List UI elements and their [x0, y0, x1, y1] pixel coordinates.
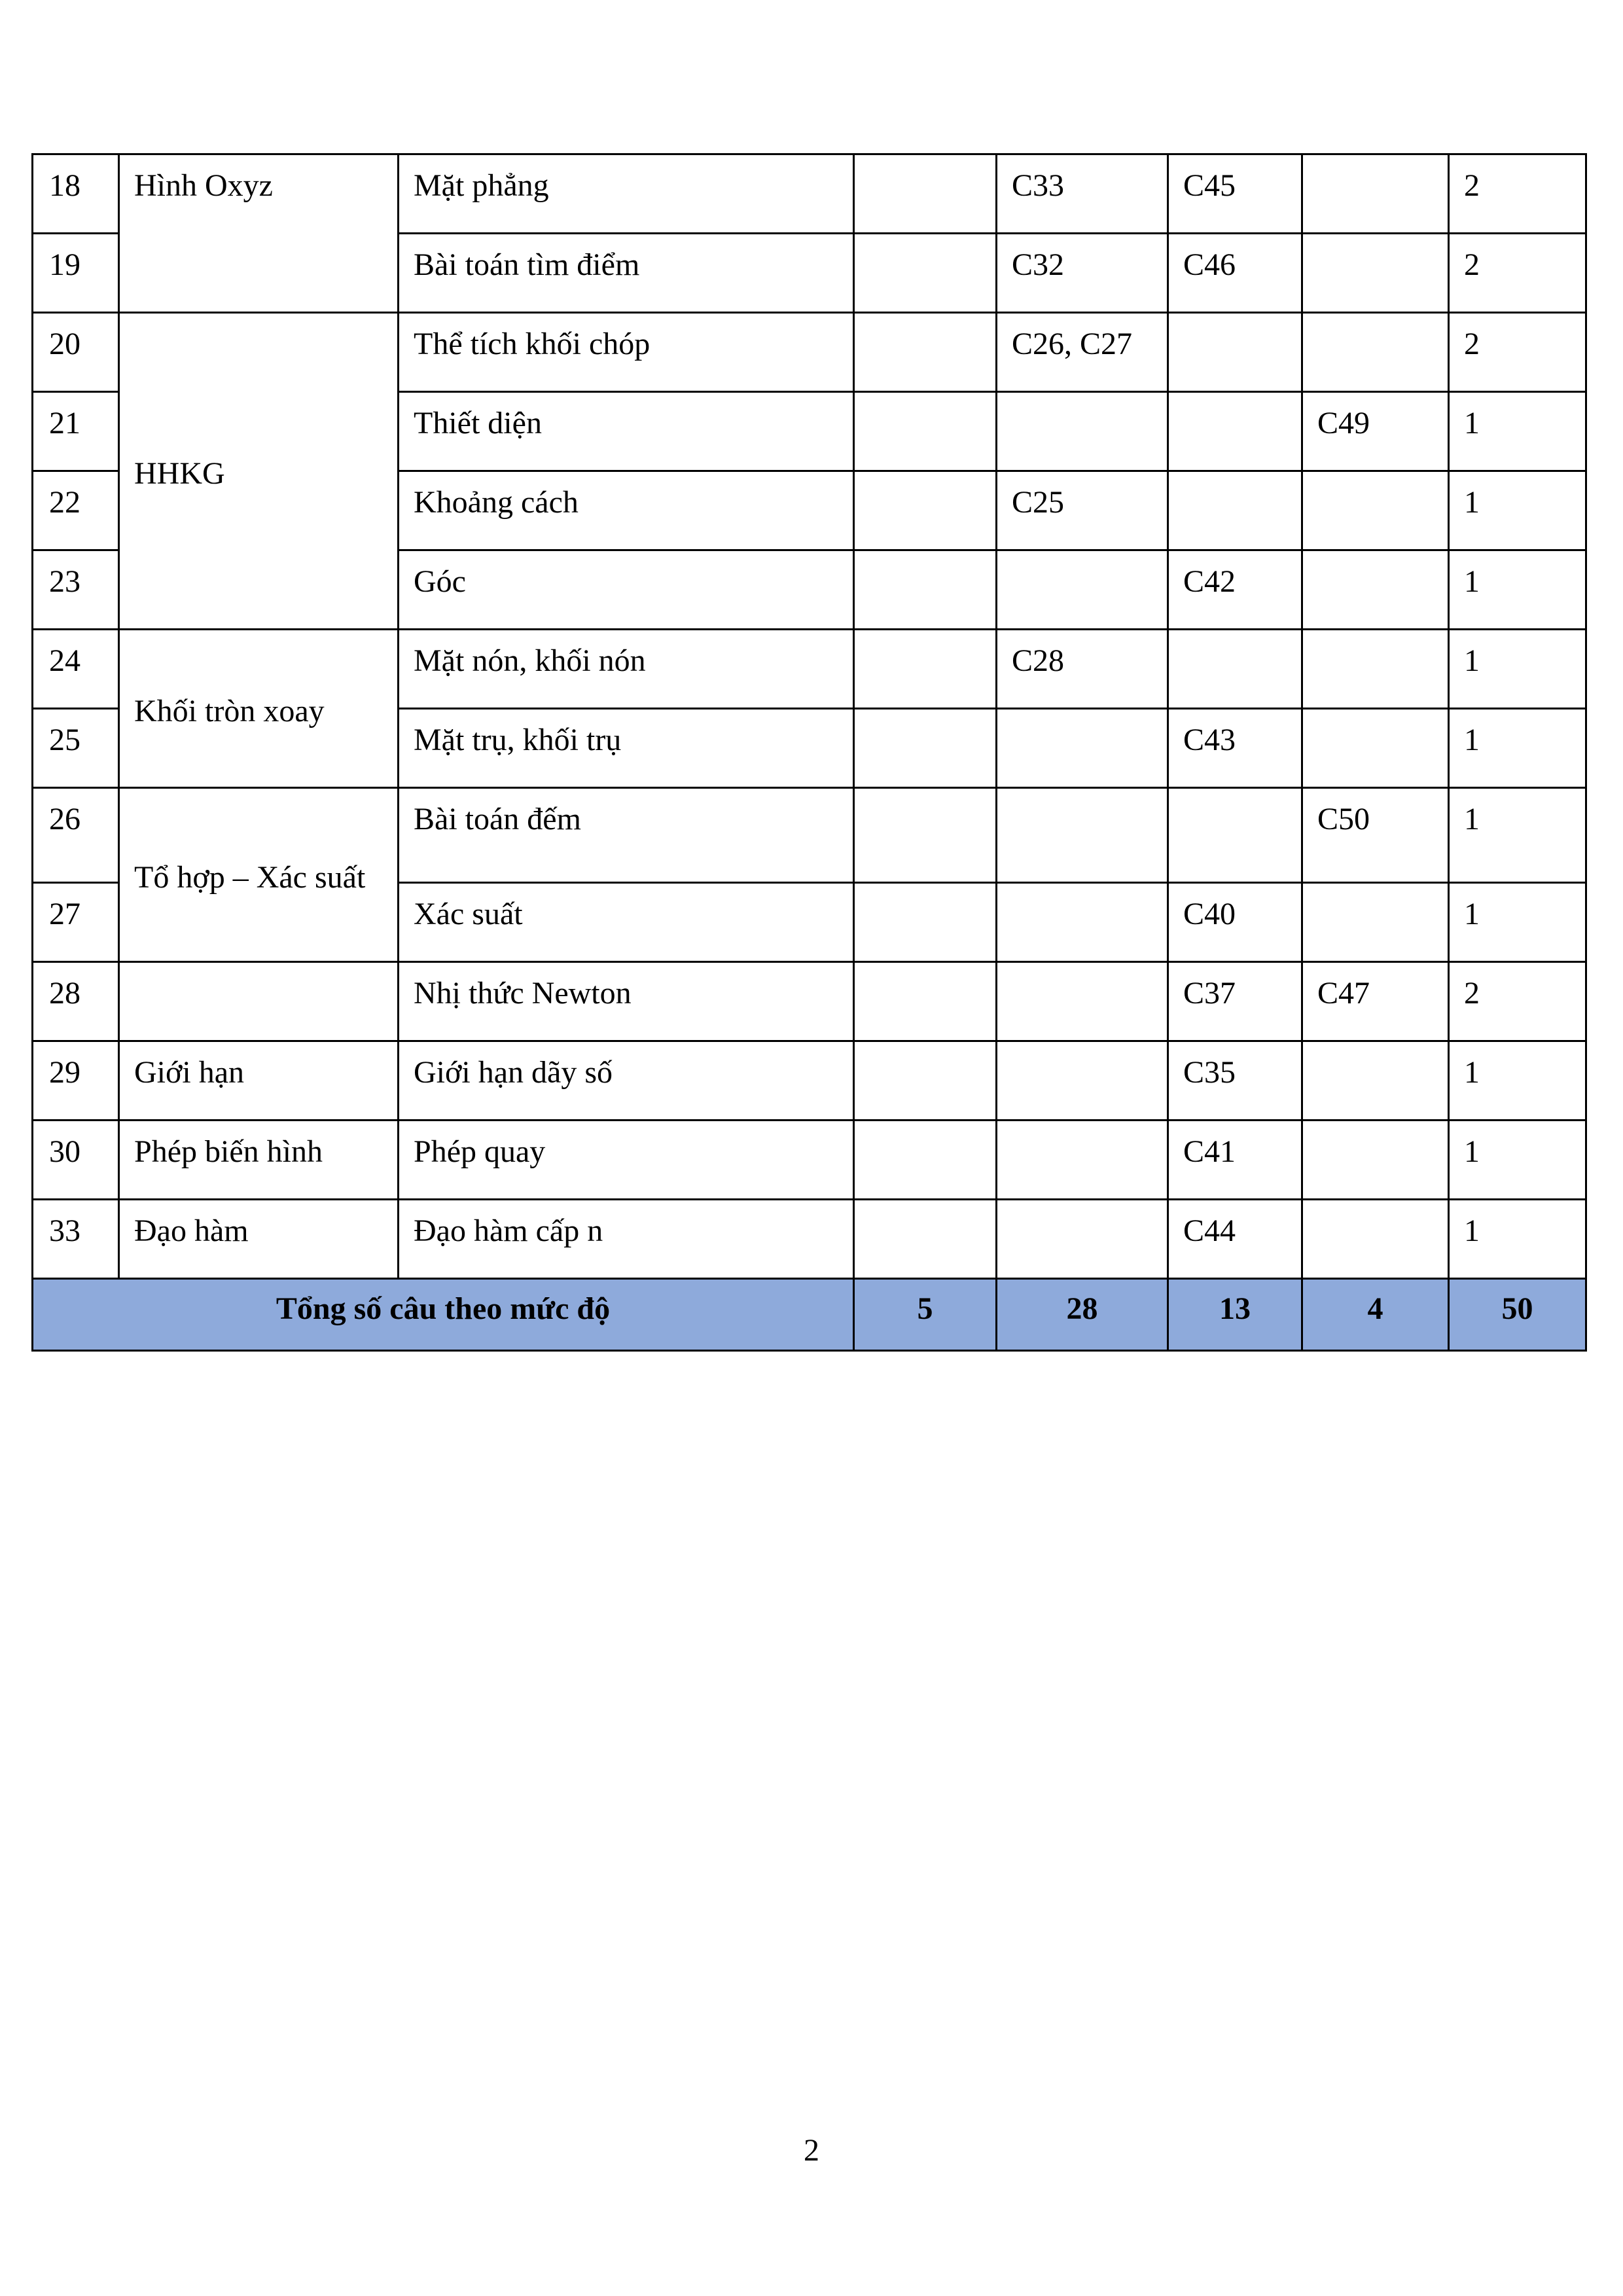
- level-1-cell: [854, 234, 997, 313]
- level-2-cell: [997, 962, 1168, 1041]
- row-total-cell: 2: [1449, 313, 1586, 392]
- subtopic-cell: Nhị thức Newton: [399, 962, 854, 1041]
- level-1-cell: [854, 788, 997, 883]
- level-4-cell: C47: [1302, 962, 1449, 1041]
- row-total-cell: 1: [1449, 471, 1586, 550]
- level-4-cell: [1302, 630, 1449, 709]
- row-number: 29: [33, 1041, 119, 1121]
- level-2-cell: C26, C27: [997, 313, 1168, 392]
- level-2-cell: [997, 1121, 1168, 1200]
- row-total-cell: 1: [1449, 392, 1586, 471]
- level-2-cell: [997, 788, 1168, 883]
- level-3-cell: C35: [1168, 1041, 1302, 1121]
- subtopic-cell: Mặt phẳng: [399, 154, 854, 234]
- row-number: 27: [33, 883, 119, 962]
- level-2-cell: [997, 1200, 1168, 1279]
- level-2-cell: [997, 1041, 1168, 1121]
- row-number: 21: [33, 392, 119, 471]
- subtopic-cell: Bài toán tìm điểm: [399, 234, 854, 313]
- topic-cell: Hình Oxyz: [119, 154, 399, 313]
- exam-matrix-table: [31, 153, 1587, 1352]
- row-total-cell: 1: [1449, 550, 1586, 630]
- table-row: [33, 1041, 1586, 1121]
- topic-cell: [119, 962, 399, 1041]
- table-row: [33, 962, 1586, 1041]
- level-3-cell: C37: [1168, 962, 1302, 1041]
- level-4-cell: C49: [1302, 392, 1449, 471]
- level-4-cell: C50: [1302, 788, 1449, 883]
- table-row: [33, 313, 1586, 392]
- table-row: [33, 1121, 1586, 1200]
- level-3-cell: C46: [1168, 234, 1302, 313]
- summary-grand-total: 50: [1449, 1279, 1586, 1351]
- level-2-cell: C32: [997, 234, 1168, 313]
- level-4-cell: [1302, 709, 1449, 788]
- level-1-cell: [854, 313, 997, 392]
- level-3-cell: C40: [1168, 883, 1302, 962]
- summary-row: [33, 1279, 1586, 1351]
- topic-cell: Đạo hàm: [119, 1200, 399, 1279]
- subtopic-cell: Thể tích khối chóp: [399, 313, 854, 392]
- level-3-cell: C42: [1168, 550, 1302, 630]
- row-number: 24: [33, 630, 119, 709]
- row-number: 30: [33, 1121, 119, 1200]
- level-3-cell: [1168, 630, 1302, 709]
- level-4-cell: [1302, 154, 1449, 234]
- level-1-cell: [854, 709, 997, 788]
- row-number: 23: [33, 550, 119, 630]
- row-number: 19: [33, 234, 119, 313]
- level-2-cell: C33: [997, 154, 1168, 234]
- topic-cell: Giới hạn: [119, 1041, 399, 1121]
- level-1-cell: [854, 1200, 997, 1279]
- row-total-cell: 1: [1449, 1121, 1586, 1200]
- row-number: 33: [33, 1200, 119, 1279]
- level-4-cell: [1302, 883, 1449, 962]
- table-row: [33, 630, 1586, 709]
- level-3-cell: C41: [1168, 1121, 1302, 1200]
- level-3-cell: [1168, 471, 1302, 550]
- level-1-cell: [854, 154, 997, 234]
- topic-cell: HHKG: [119, 313, 399, 630]
- table-row: [33, 788, 1586, 883]
- level-4-cell: [1302, 1121, 1449, 1200]
- subtopic-cell: Đạo hàm cấp n: [399, 1200, 854, 1279]
- level-1-cell: [854, 471, 997, 550]
- subtopic-cell: Thiết diện: [399, 392, 854, 471]
- row-total-cell: 2: [1449, 962, 1586, 1041]
- row-number: 18: [33, 154, 119, 234]
- level-2-cell: [997, 550, 1168, 630]
- subtopic-cell: Mặt nón, khối nón: [399, 630, 854, 709]
- subtopic-cell: Khoảng cách: [399, 471, 854, 550]
- subtopic-cell: Bài toán đếm: [399, 788, 854, 883]
- level-1-cell: [854, 550, 997, 630]
- topic-cell: Phép biến hình: [119, 1121, 399, 1200]
- level-3-cell: C45: [1168, 154, 1302, 234]
- subtopic-cell: Mặt trụ, khối trụ: [399, 709, 854, 788]
- row-total-cell: 1: [1449, 883, 1586, 962]
- level-2-cell: [997, 392, 1168, 471]
- level-4-cell: [1302, 313, 1449, 392]
- row-total-cell: 1: [1449, 1041, 1586, 1121]
- level-1-cell: [854, 962, 997, 1041]
- level-2-cell: C28: [997, 630, 1168, 709]
- row-number: 20: [33, 313, 119, 392]
- row-total-cell: 1: [1449, 630, 1586, 709]
- level-4-cell: [1302, 550, 1449, 630]
- row-total-cell: 1: [1449, 709, 1586, 788]
- topic-cell: Tổ hợp – Xác suất: [119, 788, 399, 962]
- subtopic-cell: Góc: [399, 550, 854, 630]
- row-total-cell: 2: [1449, 154, 1586, 234]
- level-4-cell: [1302, 1041, 1449, 1121]
- row-total-cell: 1: [1449, 788, 1586, 883]
- level-3-cell: C44: [1168, 1200, 1302, 1279]
- subtopic-cell: Giới hạn dãy số: [399, 1041, 854, 1121]
- level-1-cell: [854, 630, 997, 709]
- summary-level-3: 13: [1168, 1279, 1302, 1351]
- level-4-cell: [1302, 234, 1449, 313]
- level-2-cell: [997, 883, 1168, 962]
- level-3-cell: C43: [1168, 709, 1302, 788]
- table-row: [33, 154, 1586, 234]
- row-number: 25: [33, 709, 119, 788]
- level-3-cell: [1168, 313, 1302, 392]
- row-number: 22: [33, 471, 119, 550]
- summary-level-2: 28: [997, 1279, 1168, 1351]
- table-row: [33, 1200, 1586, 1279]
- level-1-cell: [854, 883, 997, 962]
- row-number: 28: [33, 962, 119, 1041]
- subtopic-cell: Xác suất: [399, 883, 854, 962]
- row-total-cell: 2: [1449, 234, 1586, 313]
- level-3-cell: [1168, 788, 1302, 883]
- subtopic-cell: Phép quay: [399, 1121, 854, 1200]
- level-3-cell: [1168, 392, 1302, 471]
- summary-level-4: 4: [1302, 1279, 1449, 1351]
- topic-cell: Khối tròn xoay: [119, 630, 399, 788]
- level-4-cell: [1302, 471, 1449, 550]
- level-1-cell: [854, 392, 997, 471]
- level-1-cell: [854, 1121, 997, 1200]
- level-4-cell: [1302, 1200, 1449, 1279]
- page-number: 2: [804, 2133, 819, 2168]
- summary-level-1: 5: [854, 1279, 997, 1351]
- row-number: 26: [33, 788, 119, 883]
- summary-label: Tổng số câu theo mức độ: [33, 1279, 854, 1351]
- level-1-cell: [854, 1041, 997, 1121]
- level-2-cell: C25: [997, 471, 1168, 550]
- level-2-cell: [997, 709, 1168, 788]
- row-total-cell: 1: [1449, 1200, 1586, 1279]
